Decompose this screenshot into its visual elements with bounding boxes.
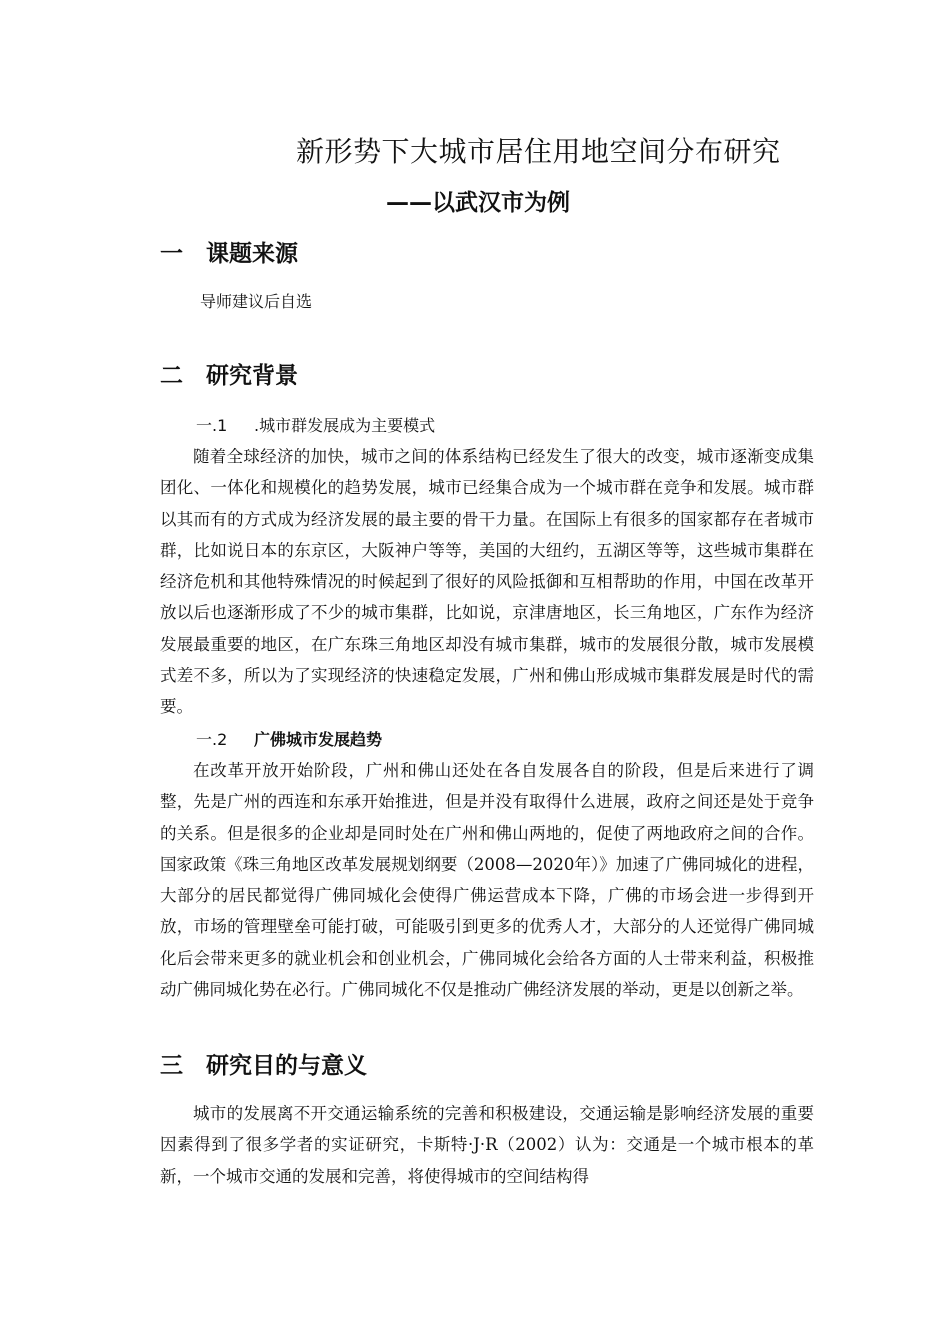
subsection-heading-2-1 bbox=[196, 413, 435, 436]
section-1-text: 导师建议后自选 bbox=[200, 292, 313, 311]
subsection-title: 广佛城市发展趋势 bbox=[254, 730, 383, 749]
section-number: 一 bbox=[160, 241, 183, 267]
section-3-paragraph: 城市的发展离不开交通运输系统的完善和积极建设，交通运输是影响经济发展的重要因素得到了很多学者的实证研究，卡斯特·J·R（2002）认为：交通是一个城市根本的革新，一个城市交通的发展和完善，将使得城市的空间结构得 bbox=[160, 1104, 814, 1186]
subsection-title: .城市群发展成为主要模式 bbox=[254, 416, 436, 435]
section-number: 二 bbox=[160, 363, 183, 389]
document-title: 新形势下大城市居住用地空间分布研究 bbox=[296, 135, 781, 168]
section-number: 三 bbox=[160, 1053, 183, 1079]
section-heading-1 bbox=[160, 235, 298, 268]
subsection-number: 一.1 bbox=[196, 416, 228, 435]
section-heading-2 bbox=[160, 357, 298, 390]
section-title: 课题来源 bbox=[206, 241, 298, 267]
document-subtitle: ——以武汉市为例 bbox=[386, 190, 570, 216]
section-title: 研究目的与意义 bbox=[206, 1053, 367, 1079]
section-heading-3 bbox=[160, 1047, 367, 1080]
subsection-2-1-paragraph: 随着全球经济的加快，城市之间的体系结构已经发生了很大的改变，城市逐渐变成集团化、一体化和规模化的趋势发展，城市已经集合成为一个城市群在竞争和发展。城市群以其而有的方式成为经济发展的最主要的骨干力量。在国际上有很多的国家都存在者城市群，比如说日本的东京区，大阪神户等等，美国的大纽约，五湖区等等，这些城市集群在经济危机和其他特殊情况的时候起到了很好的风险抵御和互相帮助的作用，中国在改革开放以后也逐渐形成了不少的城市集群，比如说，京津唐地区，长三角地区，广东作为经济发展最重要的地区，在广东珠三角地区却没有城市集群，城市的发展很分散，城市发展模式差不多，所以为了实现经济的快速稳定发展，广州和佛山形成城市集群发展是时代的需要。 bbox=[160, 447, 814, 717]
subsection-number: 一.2 bbox=[196, 730, 228, 749]
section-title: 研究背景 bbox=[206, 363, 298, 389]
subsection-2-2-paragraph: 在改革开放开始阶段，广州和佛山还处在各自发展各自的阶段，但是后来进行了调整，先是广州的西连和东承开始推进，但是并没有取得什么进展，政府之间还是处于竞争的关系。但是很多的企业却是同时处在广州和佛山两地的，促使了两地政府之间的合作。国家政策《珠三角地区改革发展规划纲要（2008—2020年）》加速了广佛同城化的进程，大部分的居民都觉得广佛同城化会使得广佛运营成本下降，广佛的市场会进一步得到开放，市场的管理壁垒可能打破，可能吸引到更多的优秀人才，大部分的人还觉得广佛同城化后会带来更多的就业机会和创业机会，广佛同城化会给各方面的人士带来利益，积极推动广佛同城化势在必行。广佛同城化不仅是推动广佛经济发展的举动，更是以创新之举。 bbox=[160, 761, 814, 1000]
subsection-heading-2-2 bbox=[196, 727, 382, 750]
